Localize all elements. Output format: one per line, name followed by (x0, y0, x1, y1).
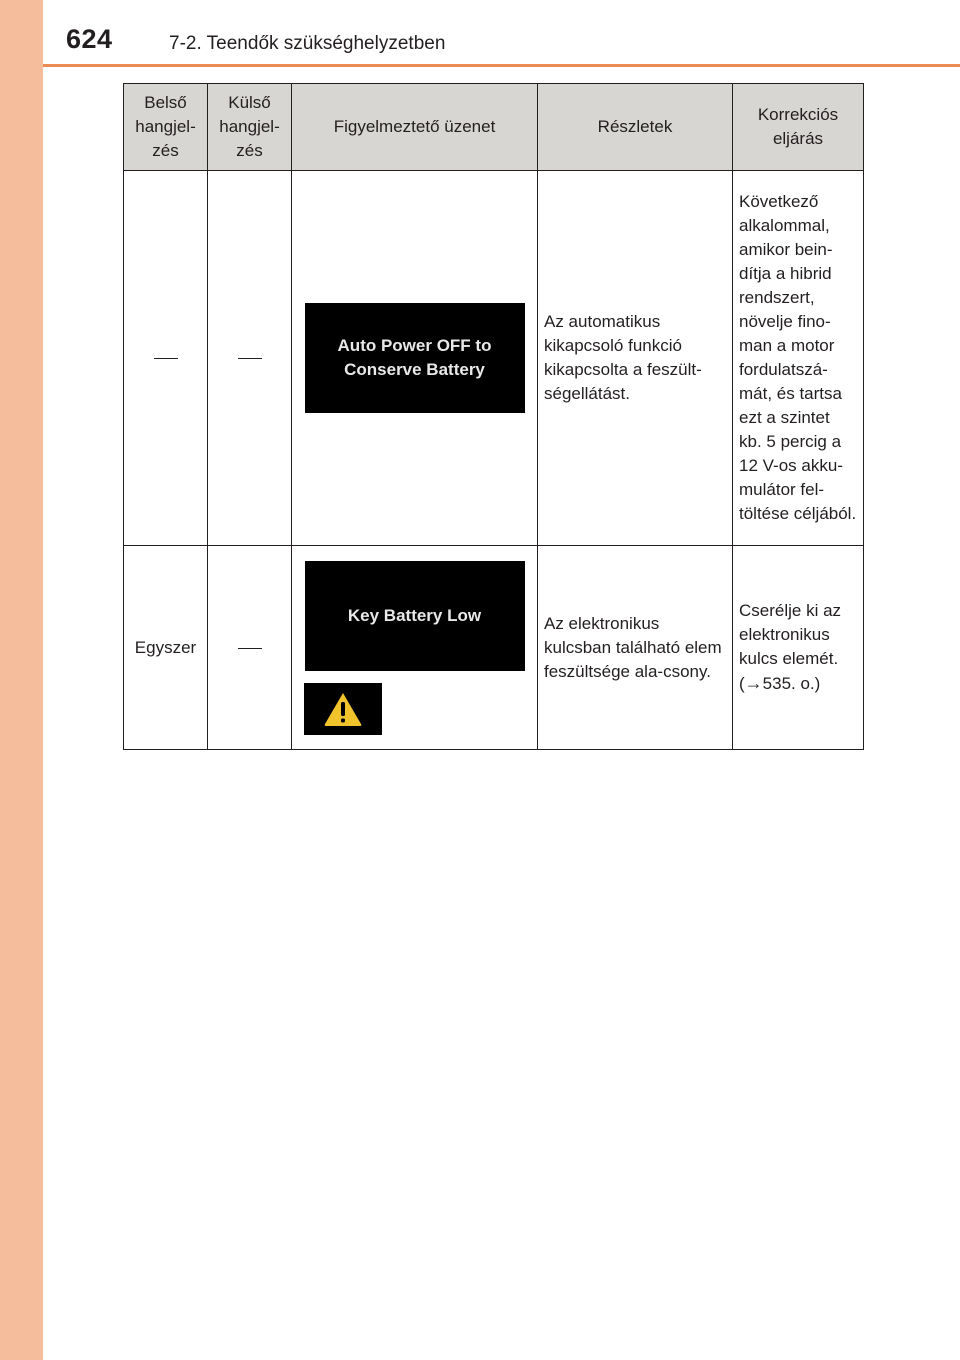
corrective-action-cell (733, 546, 864, 750)
warning-message-table (123, 83, 864, 750)
section-title: 7-2. Teendők szükséghelyzetben (169, 33, 446, 54)
warning-message-cell (292, 546, 538, 750)
warning-message-cell (292, 171, 538, 546)
action-text: Cserélje ki az elektronikus kulcs elemét. (739, 601, 842, 668)
internal-buzzer-cell (124, 171, 208, 546)
warning-triangle-icon (304, 683, 382, 735)
header-rule (43, 64, 960, 67)
header-external-buzzer: Külső hangjel- zés (208, 84, 292, 171)
header-corrective-action: Korrekciós eljárás (733, 84, 864, 171)
internal-buzzer-cell: Egyszer (124, 546, 208, 750)
page-number: 624 (66, 24, 113, 54)
page-reference: (→535. o.) (739, 673, 821, 693)
table-header-row (124, 84, 864, 171)
header-internal-buzzer: Belső hangjel- zés (124, 84, 208, 171)
corrective-action-cell: Következő alkalommal, amikor bein-dítja a hibrid rendszert, növelje fino-man a motor fordulatszá-mát, és tartsa ezt a szintet kb. 5 percig a 12 V-os akku-mulátor fel-töltése céljából. (733, 171, 864, 546)
side-color-band (0, 0, 43, 1360)
auto-power-off-display: Auto Power OFF to Conserve Battery (305, 303, 525, 413)
not-applicable-dash (238, 648, 262, 649)
external-buzzer-cell (208, 171, 292, 546)
not-applicable-dash (238, 358, 262, 359)
details-cell: Az automatikus kikapcsoló funkció kikapcsolta a feszült-ségellátást. (538, 171, 733, 546)
external-buzzer-cell (208, 546, 292, 750)
details-cell: Az elektronikus kulcsban található elem feszültsége ala-csony. (538, 546, 733, 750)
arrow-right-icon: → (744, 673, 763, 693)
not-applicable-dash (154, 358, 178, 359)
header-details: Részletek (538, 84, 733, 171)
key-battery-low-display: Key Battery Low (305, 561, 525, 671)
header-warning-message: Figyelmeztető üzenet (292, 84, 538, 171)
table-row (124, 546, 864, 750)
table-row (124, 171, 864, 546)
